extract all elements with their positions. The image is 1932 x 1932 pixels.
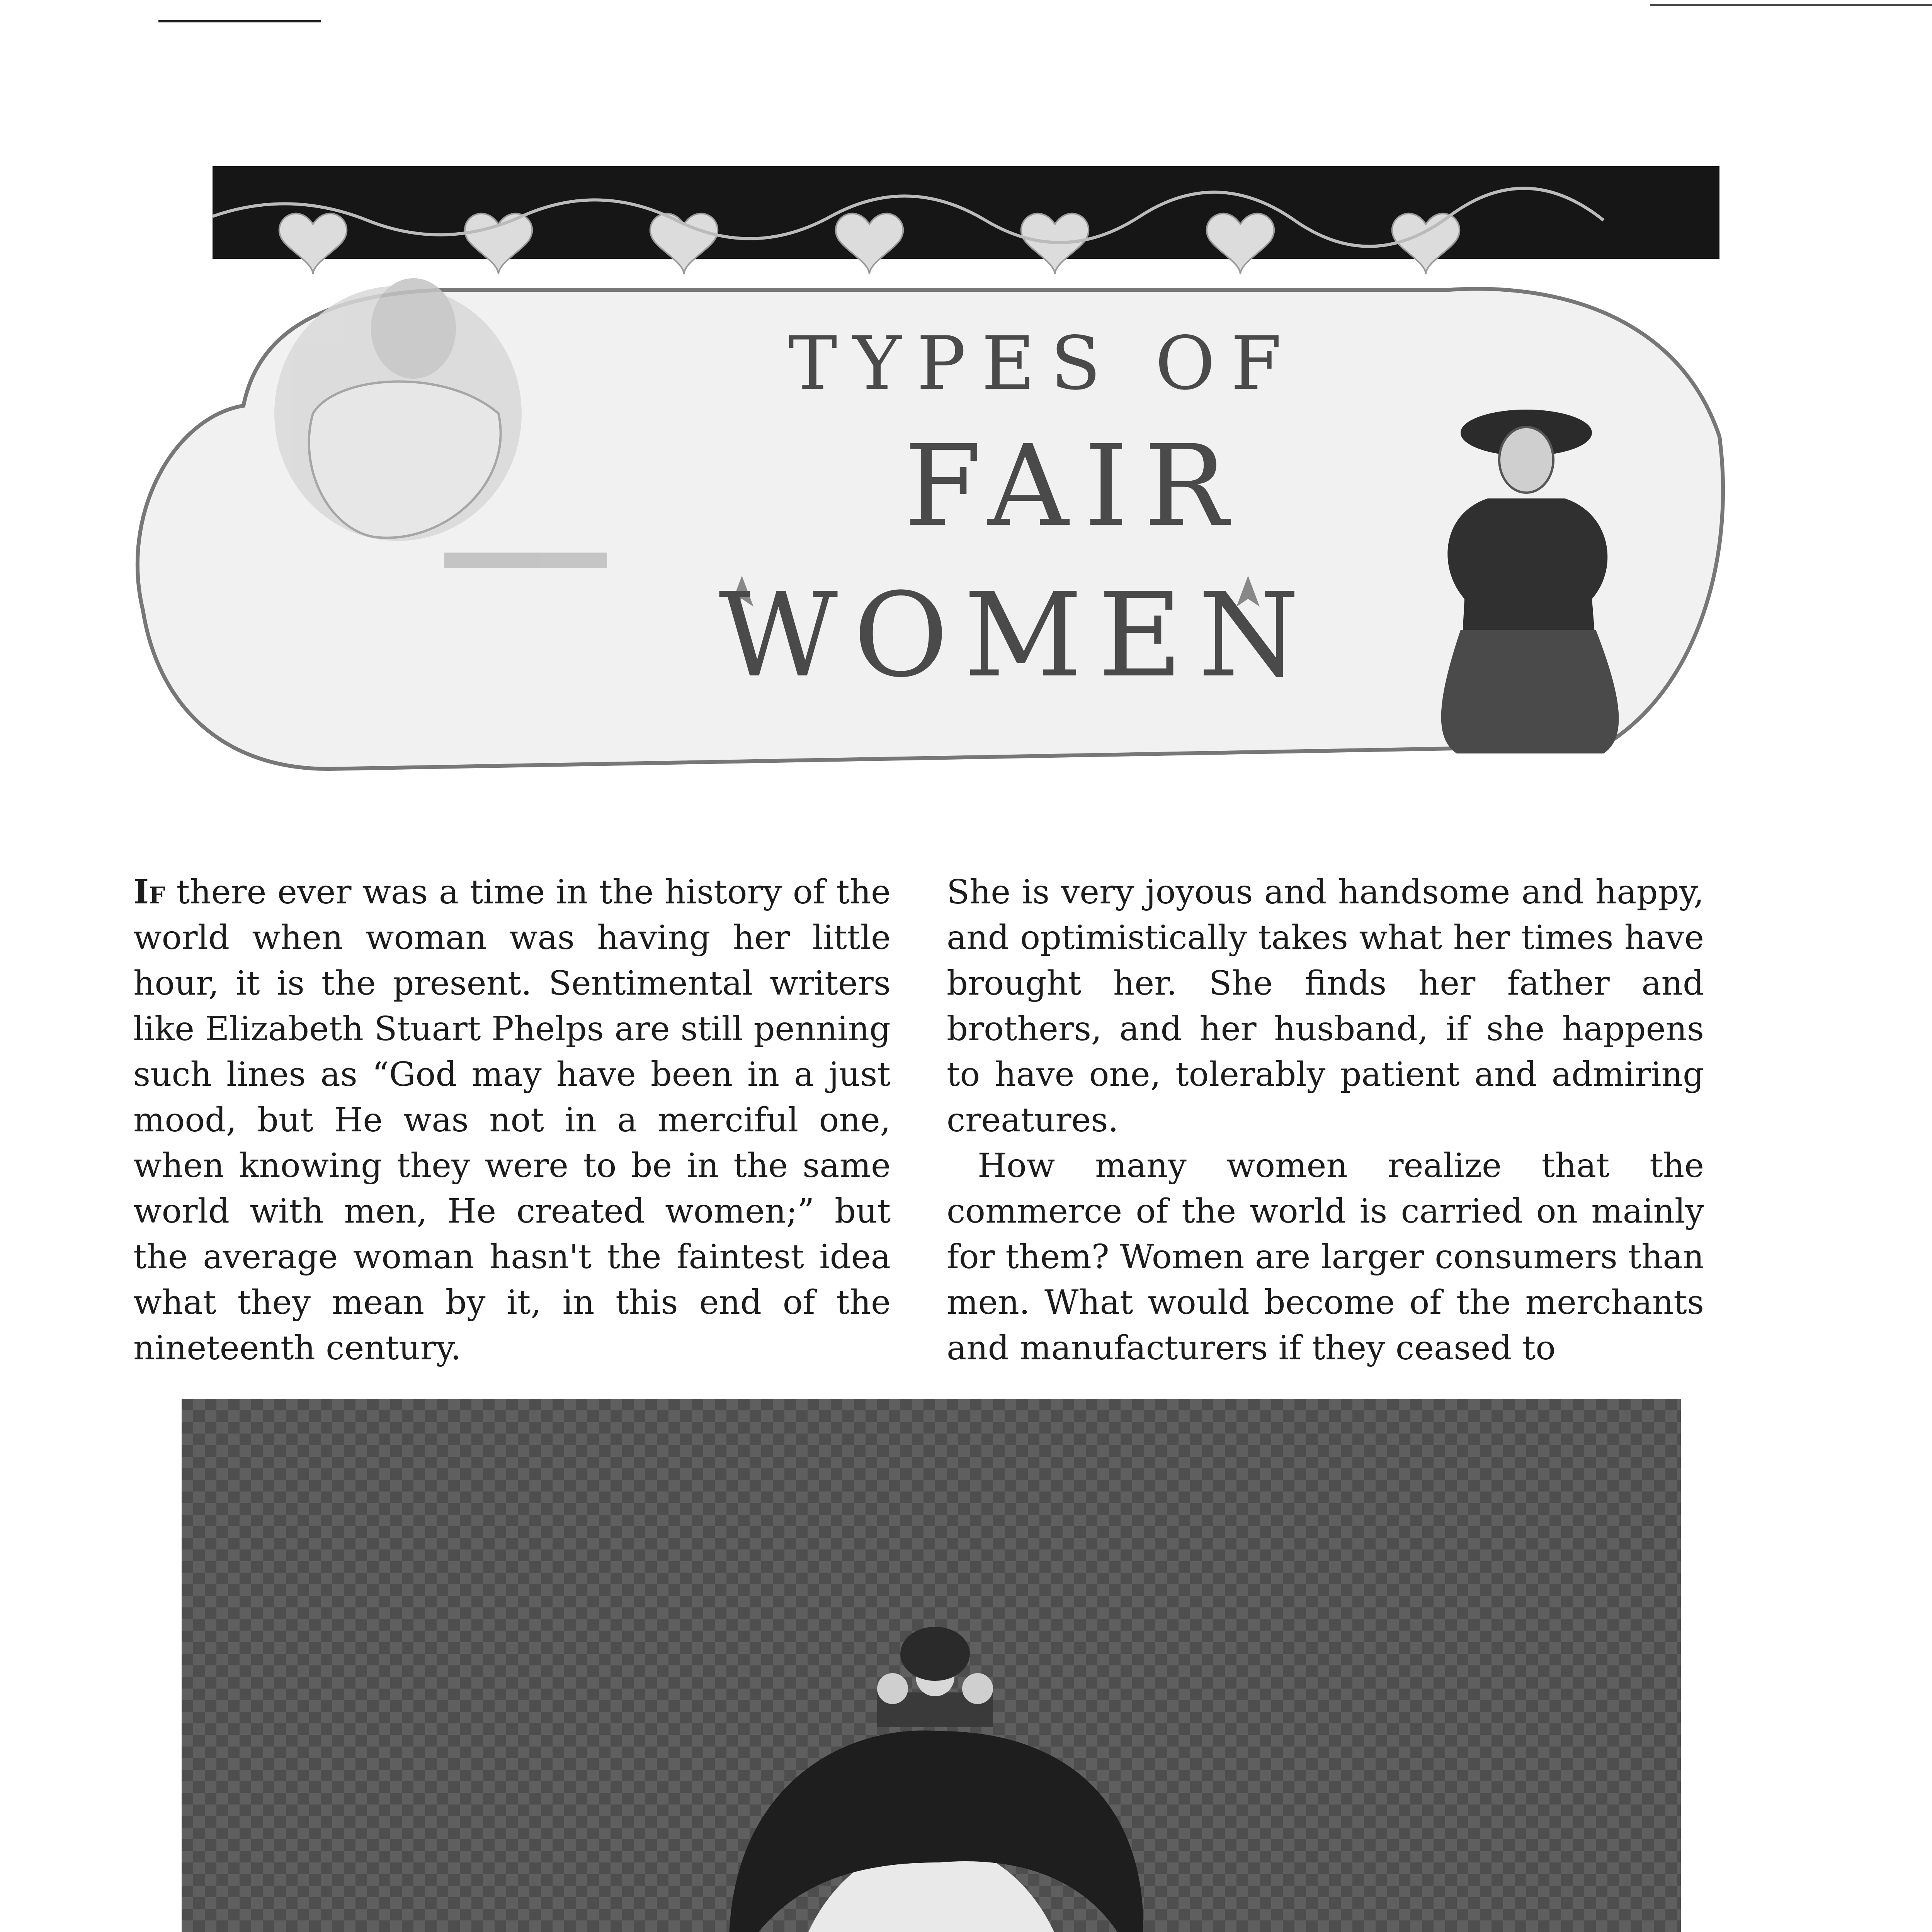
title-line-1: TYPES OF [788, 321, 1297, 406]
header-title [634, 321, 1406, 723]
title-line-3: WOMEN [719, 568, 1315, 703]
article-right-column [947, 869, 1704, 1371]
top-right-rule [1650, 4, 1932, 6]
article-left-text: there ever was a time in the history of the world when woman was having her little hour, it is the present. Sentimental writers like Elizabeth Stuart Phelps are still penning such lines as “God may have been in a just mood, but He was not in a merciful one, when knowing they were to be in the same world with men, He created women;” but the average woman hasn't the faintest idea what they mean by it, in this end of the nineteenth century. [133, 873, 891, 1367]
article-left-column [133, 869, 891, 1371]
top-left-rule [158, 20, 321, 22]
article-dropcap: If [133, 872, 165, 912]
article-right-para-1: She is very joyous and handsome and happy, and optimistically takes what her times have brought her. She finds her father and brothers, and her husband, if she happens to have one, tolerably patient and admiring creatures. [947, 873, 1704, 1139]
portrait-photo [182, 1399, 1681, 1932]
title-line-2: FAIR [904, 421, 1244, 551]
article-right-para-2: How many women realize that the commerce of the world is carried on mainly for them? Women are larger consumers than men. What would become of the merchants and manufacturers if they ceased to [947, 1146, 1704, 1367]
